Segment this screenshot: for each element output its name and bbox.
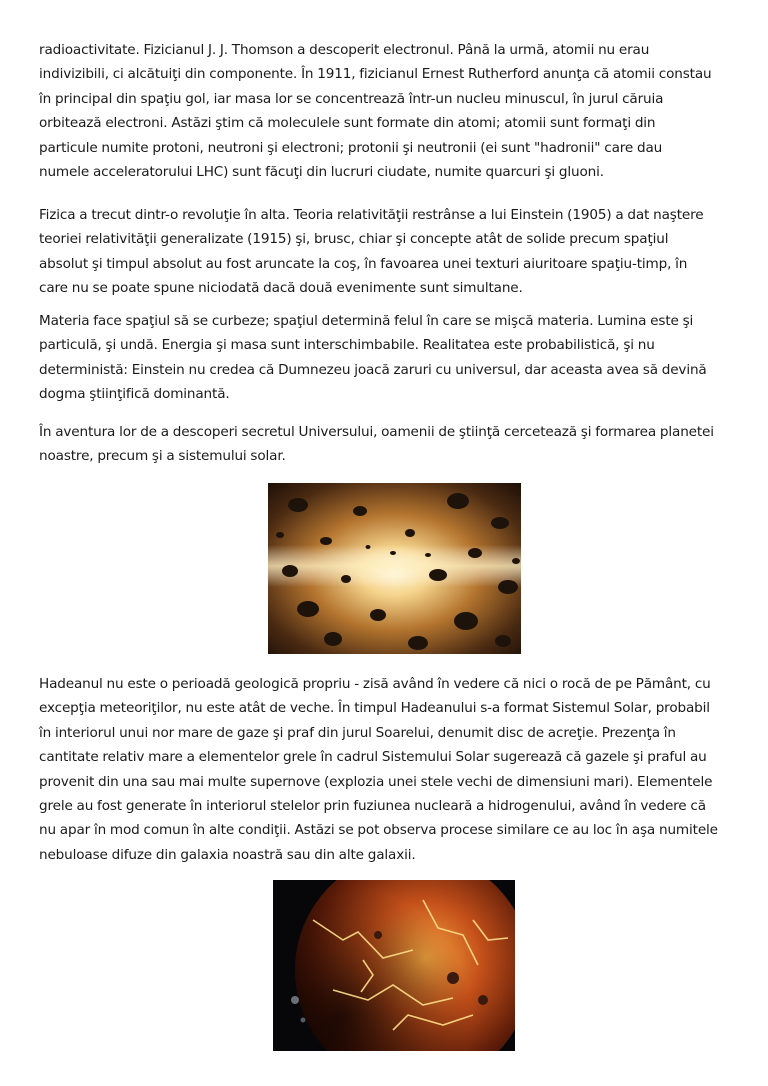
text-line: nu apar în mod comun în alte condiţii. Astăzi se pot observa procese similare ce au loc în aşa numitele xyxy=(39,822,718,839)
text-line: particule numite protoni, neutroni şi electroni; protonii şi neutronii (ei sunt "hadronii" care dau xyxy=(39,139,663,156)
text-line: noastre, precum şi a sistemului solar. xyxy=(39,448,286,465)
text-line: indivizibili, ci alcătuiţi din componente. În 1911, fizicianul Ernest Rutherford anunţa că atomii constau xyxy=(39,66,712,83)
text-line: teoriei relativităţii generalizate (1915) şi, brusc, chiar şi concepte atât de solide precum spaţiul xyxy=(39,231,669,248)
molten-earth-image xyxy=(273,880,515,1051)
paragraph-atomic-structure xyxy=(39,38,753,184)
text-line: numele acceleratorului LHC) sunt făcuţi din lucruri ciudate, numite quarcuri şi gluoni. xyxy=(39,164,604,181)
text-line: radioactivitate. Fizicianul J. J. Thomson a descoperit electronul. Până la urmă, atomii nu erau xyxy=(39,42,650,58)
asteroid-belt-image xyxy=(268,483,521,654)
text-line: care nu se poate spune niciodată dacă două evenimente sunt simultane. xyxy=(39,280,523,297)
text-line: deterministă: Einstein nu credea că Dumnezeu joacă zaruri cu universul, dar aceasta avea să devină xyxy=(39,361,707,378)
text-line: În aventura lor de a descoperi secretul Universului, oamenii de ştiinţă cercetează şi formarea planetei xyxy=(39,424,714,440)
text-line: cantitate relativ mare a elementelor grele în cadrul Sistemului Solar sugerează că gazele şi praful au xyxy=(39,749,707,766)
text-line: Hadeanul nu este o perioadă geologică propriu - zisă având în vedere că nici o rocă de pe Pământ, cu xyxy=(39,676,711,692)
text-line: Materia face spaţiul să se curbeze; spaţiul determină felul în care se mişcă materia. Lumina este şi xyxy=(39,313,694,329)
text-line: în principal din spaţiu gol, iar masa lor se concentrează într-un nucleu minuscul, în jurul căruia xyxy=(39,90,664,107)
text-line: în interiorul unui nor mare de gaze şi praf din jurul Soarelui, denumit disc de acreţie. Prezenţa în xyxy=(39,724,676,741)
paragraph-hadean xyxy=(39,672,753,867)
text-line: grele au fost generate în interiorul stelelor prin fuziunea nucleară a hidrogenului, având în vedere că xyxy=(39,798,706,815)
text-line: orbitează electroni. Astăzi ştim că moleculele sunt formate din atomi; atomii sunt formaţi din xyxy=(39,115,656,132)
paragraph-relativity xyxy=(39,203,753,301)
paragraph-matter-spacetime xyxy=(39,309,753,407)
text-line: Fizica a trecut dintr-o revoluţie în alta. Teoria relativităţii restrânse a lui Einstein (1905) a dat naştere xyxy=(39,207,704,223)
text-line: nebuloase difuze din galaxia noastră sau din alte galaxii. xyxy=(39,846,416,863)
text-line: dogma ştiinţifică dominantă. xyxy=(39,386,230,403)
text-line: particulă, şi undă. Energia şi masa sunt interschimbabile. Realitatea este probabilistică, şi nu xyxy=(39,337,655,354)
text-line: provenit din una sau mai multe supernove (explozia unei stele vechi de dimensiuni mari). Elementele xyxy=(39,773,713,790)
text-line: excepţia meteoriţilor, nu este atât de veche. În timpul Hadeanului s-a format Sistemul Solar, probabil xyxy=(39,700,710,717)
paragraph-universe-secret xyxy=(39,420,753,469)
text-line: absolut şi timpul absolut au fost aruncate la coş, în favoarea unei texturi aiuritoare spaţiu-timp, în xyxy=(39,255,688,272)
